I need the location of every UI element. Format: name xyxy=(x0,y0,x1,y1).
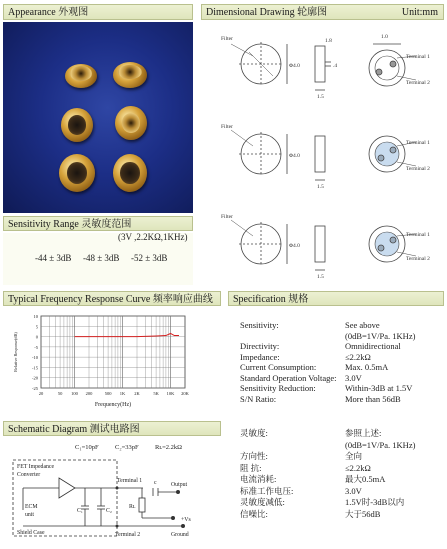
sensitivity-title: Sensitivity Range 灵敏度范围 xyxy=(8,219,132,230)
width-label: 1.5 xyxy=(317,184,324,190)
spec-value: See above xyxy=(345,320,380,330)
dimensional-header xyxy=(201,4,444,20)
height-label: 1.8 xyxy=(325,38,332,44)
sensitivity-value-1: -44 ± 3dB xyxy=(35,253,72,263)
c1-symbol: C₁ xyxy=(77,508,83,514)
specification-panel xyxy=(228,308,444,546)
vs-label: +Vs xyxy=(181,517,191,523)
frequency-header xyxy=(3,291,221,306)
spec-label: Sensitivity Reduction: xyxy=(240,383,316,393)
c-symbol: c xyxy=(154,480,157,486)
spec-label: 标准工作电压: xyxy=(240,485,294,496)
spec-value: ≤2.2kΩ xyxy=(345,351,371,362)
width-label: 1.5 xyxy=(317,94,324,100)
spec-value: 最大0.5mA xyxy=(345,474,386,484)
spec-label: 信噪比: xyxy=(240,508,268,519)
spec-value: 1.5V时-3dB以内 xyxy=(345,497,405,507)
shield-label: Shield Case xyxy=(17,530,45,536)
x-tick-label: 20K xyxy=(181,391,189,396)
sensitivity-panel xyxy=(3,233,193,285)
width-label: 1.5 xyxy=(317,274,324,280)
spec-label: 方向性: xyxy=(240,451,268,461)
spec-label: 阻 抗: xyxy=(240,462,262,473)
spec-label: Impedance: xyxy=(240,351,280,362)
spec-label: Directivity: xyxy=(240,341,280,351)
spec-label: 灵敏度减低: xyxy=(240,497,285,507)
spec-label: Standard Operation Voltage: xyxy=(240,372,337,383)
c1-value: C₁=10pF xyxy=(75,444,99,451)
filter-label: Filter xyxy=(221,124,233,130)
terminal1-label: Terminal 1 xyxy=(406,232,430,238)
y-tick-label: -20 xyxy=(32,375,38,381)
spec-label: 灵敏度: xyxy=(240,428,268,438)
schematic-title: Schematic Diagram 测试电路图 xyxy=(8,424,140,435)
c2-symbol: C₂ xyxy=(106,508,112,514)
rl-symbol: Rʟ xyxy=(129,504,136,510)
mic-side-view xyxy=(315,46,325,82)
spec-value: ≤2.2kΩ xyxy=(345,462,371,473)
spec-value: (0dB=1V/Pa. 1KHz) xyxy=(345,330,416,341)
fet-amplifier xyxy=(59,478,75,498)
terminal2-label: Terminal 2 xyxy=(406,166,430,172)
spec-value: (0dB=1V/Pa. 1KHz) xyxy=(345,439,416,450)
output-label: Output xyxy=(171,482,188,488)
rl-value: Rʟ=2.2kΩ xyxy=(155,444,182,451)
frequency-title: Typical Frequency Response Curve 频率响应曲线 xyxy=(8,294,213,305)
product-photo xyxy=(3,22,193,213)
schematic-diagram xyxy=(3,438,221,546)
mic-image xyxy=(115,106,147,140)
mic-image xyxy=(65,64,97,88)
top-dim-label: 1.0 xyxy=(381,34,388,40)
y-tick-label: -15 xyxy=(32,365,38,371)
spec-value: 大于56dB xyxy=(345,508,381,519)
y-tick-label: -5 xyxy=(34,344,38,350)
y-tick-label: 0 xyxy=(35,334,38,340)
side-label: .4 xyxy=(333,63,338,69)
y-tick-label: 5 xyxy=(35,324,38,330)
filter-label: Filter xyxy=(221,36,233,42)
unit-label-ecm: unit xyxy=(25,512,35,518)
y-tick-label: -25 xyxy=(32,386,38,391)
spec-label: S/N Ratio: xyxy=(240,393,277,404)
mic-image xyxy=(61,108,93,142)
appearance-header xyxy=(3,4,193,20)
spec-value: Within-3dB at 1.5V xyxy=(345,383,413,393)
converter-label: Converter xyxy=(17,472,41,478)
diameter-label: Φ4.0 xyxy=(289,243,300,249)
diameter-label: Φ4.0 xyxy=(289,63,300,69)
schematic-header xyxy=(3,421,221,436)
x-tick-label: 50 xyxy=(57,391,63,396)
ground-label: Ground xyxy=(171,532,189,538)
sensitivity-condition: (3V ,2.2KΩ,1KHz) xyxy=(118,232,188,242)
frequency-chart xyxy=(3,308,221,416)
unit-label: Unit:mm xyxy=(401,7,438,18)
plot-frame xyxy=(41,316,185,388)
terminal2-label: Terminal 2 xyxy=(406,80,430,86)
c2-value: C₂=33pF xyxy=(115,444,139,451)
spec-value: More than 56dB xyxy=(345,393,401,404)
filter-label: Filter xyxy=(221,214,233,220)
sensitivity-header xyxy=(3,216,193,231)
spec-value: 全向 xyxy=(345,451,363,461)
ecm-label: ECM xyxy=(25,504,38,510)
sensitivity-value-3: -52 ± 3dB xyxy=(131,253,168,263)
spec-value: 参照上述: xyxy=(345,428,382,438)
spec-value: Omnidirectional xyxy=(345,341,401,351)
dimensional-drawing xyxy=(201,22,444,285)
sensitivity-value-2: -48 ± 3dB xyxy=(83,253,120,263)
terminal1-label: Terminal 1 xyxy=(406,140,430,146)
appearance-title: Appearance 外观图 xyxy=(8,7,89,18)
y-tick-label: 10 xyxy=(33,314,38,319)
x-tick-label: 20 xyxy=(38,391,44,396)
spec-value: Max. 0.5mA xyxy=(345,362,389,372)
mic-image xyxy=(113,154,147,192)
diameter-label: Φ4.0 xyxy=(289,153,300,159)
x-tick-label: 1K xyxy=(119,391,126,396)
rl-resistor xyxy=(139,498,145,512)
specification-title: Specification 规格 xyxy=(233,294,309,305)
spec-label: 电流消耗: xyxy=(240,474,277,484)
terminal1-label: Terminal 1 xyxy=(406,54,430,60)
x-tick-label: 10K xyxy=(166,391,175,396)
x-tick-label: 100 xyxy=(71,391,78,396)
x-tick-label: 500 xyxy=(104,391,112,396)
dimensional-title: Dimensional Drawing 轮廓图 xyxy=(206,7,328,18)
y-tick-label: -10 xyxy=(32,355,38,361)
x-tick-label: 200 xyxy=(85,391,93,396)
y-axis-label: Relative Response(dB) xyxy=(13,332,18,372)
terminal2-label: Terminal 2 xyxy=(115,532,141,538)
terminal2-label: Terminal 2 xyxy=(406,256,430,262)
x-tick-label: 5K xyxy=(153,391,159,396)
spec-value: 3.0V xyxy=(345,485,362,496)
x-tick-label: 2K xyxy=(134,391,140,396)
spec-label: Current Consumption: xyxy=(240,362,317,372)
x-axis-label: Frequency(Hz) xyxy=(94,402,132,408)
specification-header xyxy=(228,291,444,306)
fet-label: FET Impedance xyxy=(17,464,55,470)
spec-value: 3.0V xyxy=(345,372,362,383)
spec-label: Sensitivity: xyxy=(240,320,279,330)
terminal1-label: Terminal 1 xyxy=(117,478,143,484)
mic-image xyxy=(113,62,147,88)
mic-back-view xyxy=(369,50,405,86)
mic-image xyxy=(59,154,95,192)
